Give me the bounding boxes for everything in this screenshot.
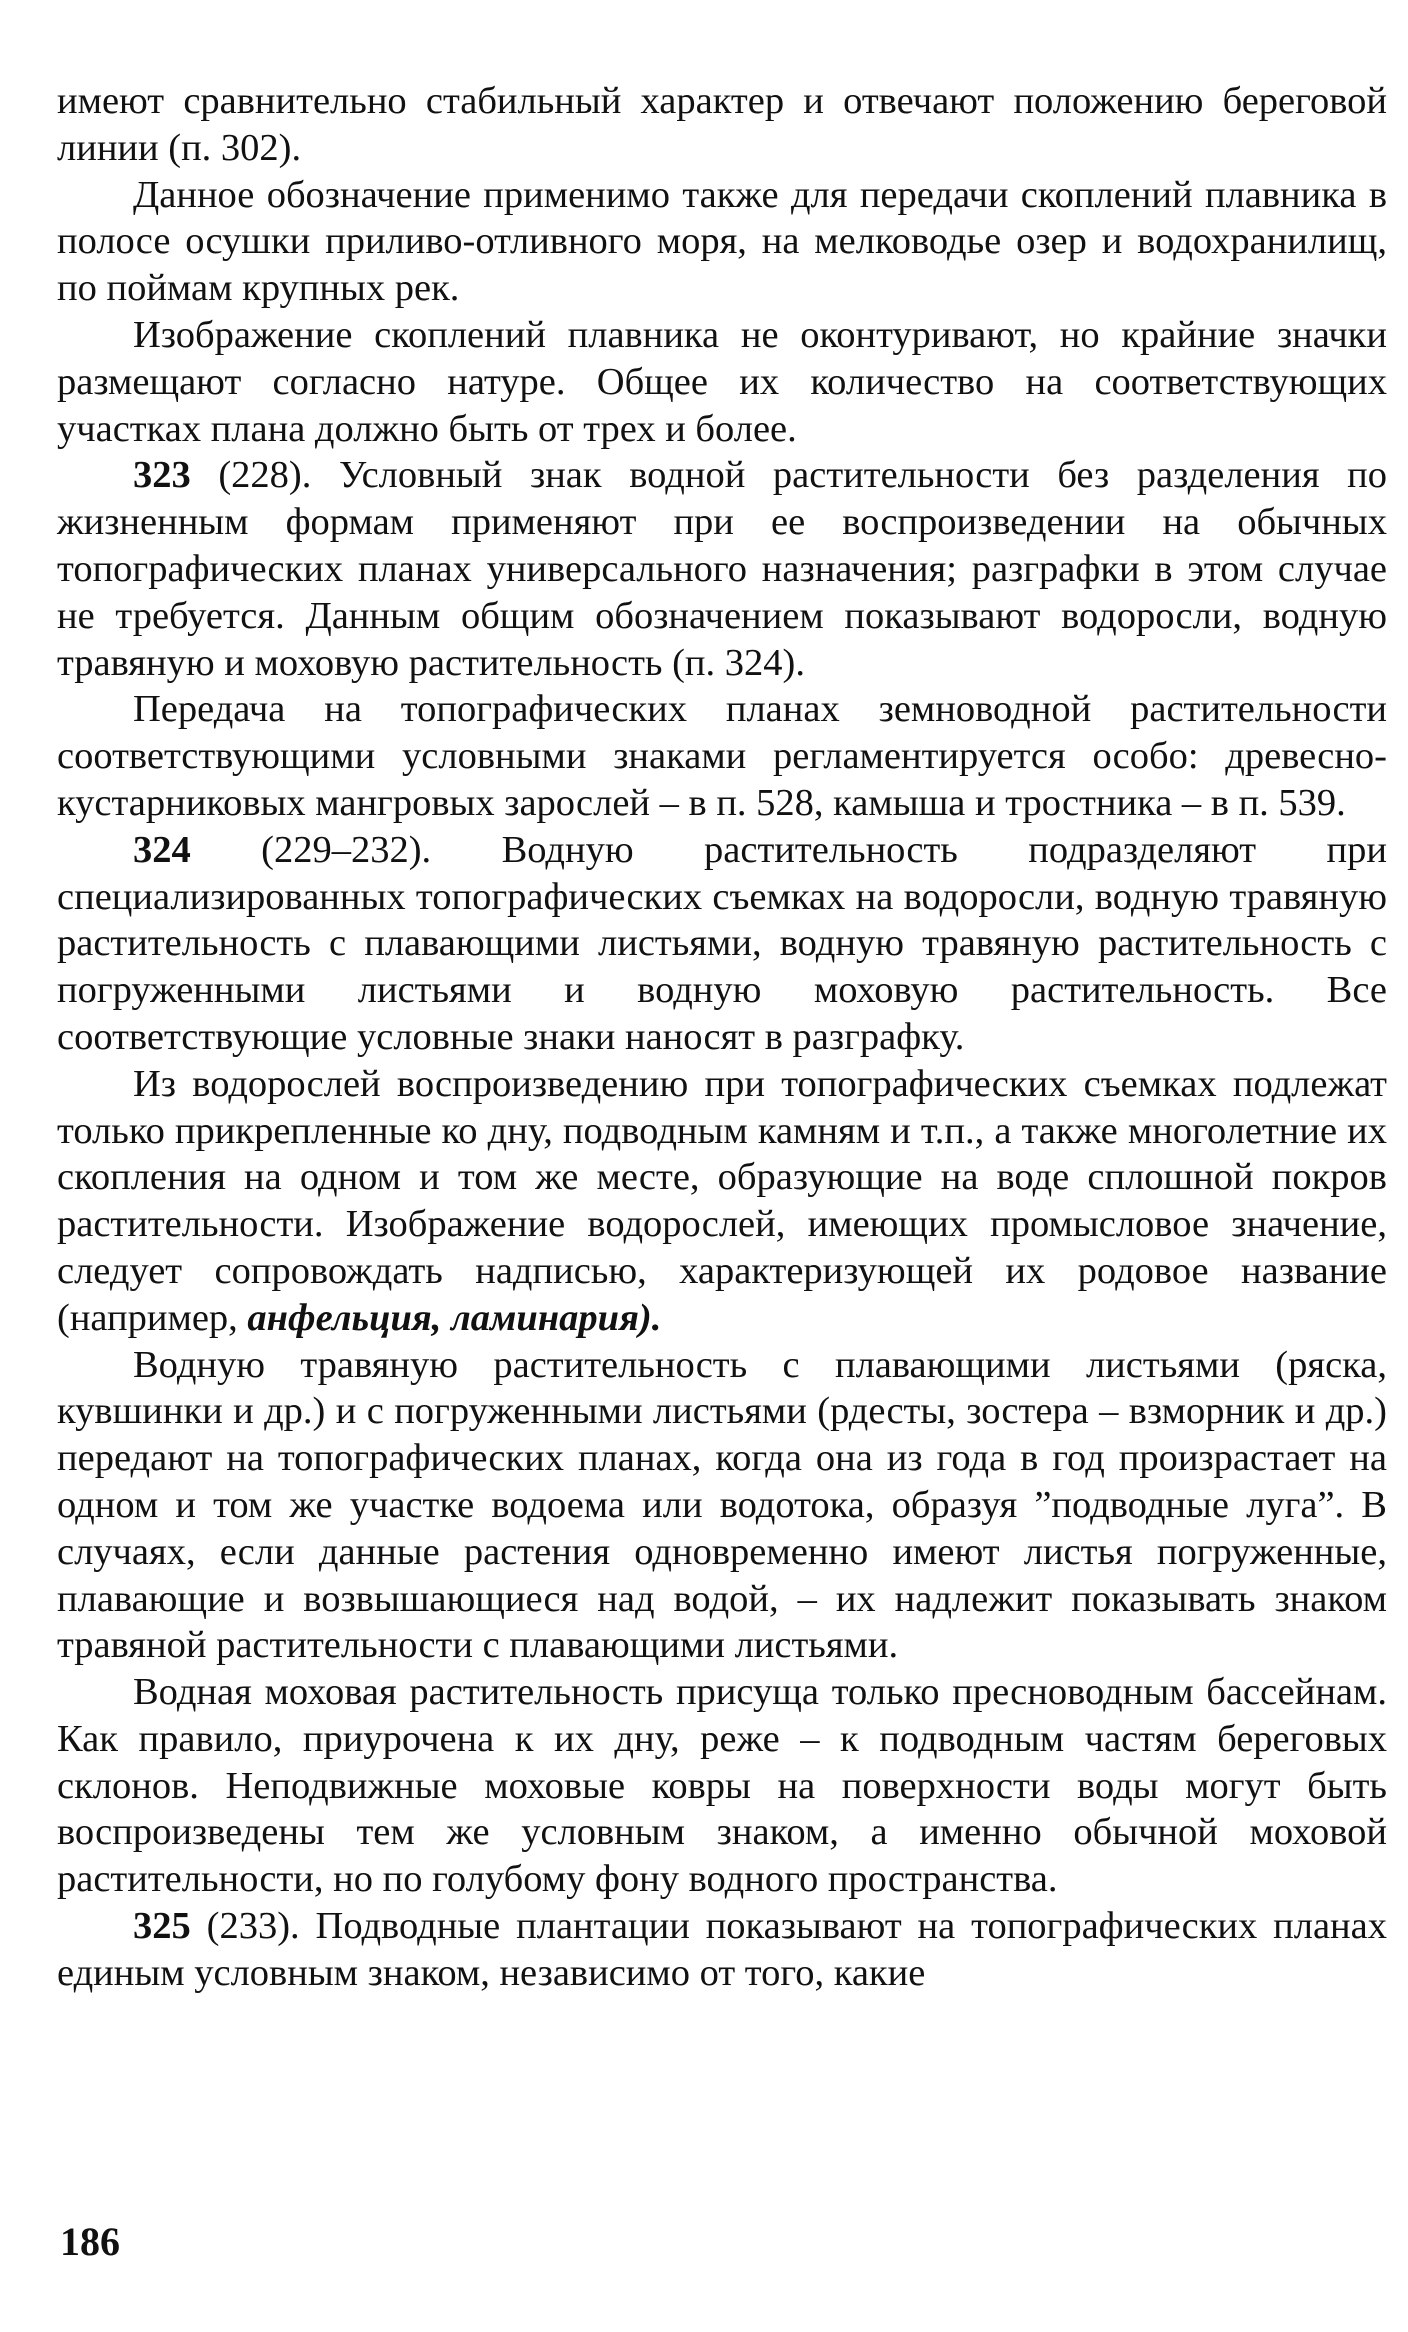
page-body [57, 78, 1387, 1997]
section-number: 325 [133, 1905, 191, 1948]
paragraph-text: Изображение скоплений плавника не оконтуривают, но крайние значки размещают согласно натуре. Общее их количество на соответствующих участках плана должно быть от трех и более. [57, 313, 1387, 450]
paragraph [57, 312, 1387, 452]
section-323 [57, 452, 1387, 686]
paragraph [57, 1061, 1387, 1342]
paragraph-text: (229–232). Водную растительность подразделяют при специализированных топографических съемках на водоросли, водную травяную растительность с плавающими листьями, водную травяную растительность с погруженными листьями и водную моховую растительность. Все соответствующие условные знаки наносят в разграфку. [57, 828, 1387, 1058]
section-number: 324 [133, 828, 191, 871]
section-325 [57, 1903, 1387, 1997]
paragraph-text: (233). Подводные плантации показывают на топографических планах единым условным знаком, независимо от того, какие [57, 1905, 1387, 1994]
paragraph [57, 686, 1387, 826]
italic-example: анфельция, ламинария). [247, 1296, 662, 1339]
page-number: 186 [60, 2219, 120, 2264]
paragraph-text: Передача на топографических планах земноводной растительности соответствующими условными знаками регламентируется особо: древесно-кустарниковых мангровых зарослей – в п. 528, камыша и тростника – в п. 539. [57, 688, 1387, 824]
section-number: 323 [133, 454, 191, 497]
paragraph-text: имеют сравнительно стабильный характер и отвечают положению береговой линии (п. 302). [57, 80, 1387, 169]
paragraph [57, 172, 1387, 312]
paragraph [57, 1342, 1387, 1670]
paragraph-text: Из водорослей воспроизведению при топографических съемках подлежат только прикрепленные ко дну, подводным камням и т.п., а также многолетние их скопления на одном и том же месте, образующие на воде сплошной покров растительности. Изображение водорослей, имеющих промысловое значение, следует сопровождать надписью, характеризующей их родовое название (например, [57, 1062, 1387, 1339]
paragraph-text: (228). Условный знак водной растительности без разделения по жизненным формам применяют при ее воспроизведении на обычных топографических планах универсального назначения; разграфки в этом случае не требуется. Данным общим обозначением показывают водоросли, водную травяную и моховую растительность (п. 324). [57, 454, 1387, 684]
paragraph [57, 1669, 1387, 1903]
paragraph-text: Водная моховая растительность присуща только пресноводным бассейнам. Как правило, приурочена к их дну, реже – к подводным частям береговых склонов. Неподвижные моховые ковры на поверхности воды могут быть воспроизведены тем же условным знаком, а именно обычной моховой растительности, но по голубому фону водного пространства. [57, 1671, 1387, 1901]
section-324 [57, 827, 1387, 1061]
paragraph-continuation [57, 78, 1387, 172]
paragraph-text: Данное обозначение применимо также для передачи скоплений плавника в полосе осушки приливо-отливного моря, на мелководье озер и водохранилищ, по поймам крупных рек. [57, 173, 1387, 310]
paragraph-text: Водную травяную растительность с плавающими листьями (ряска, кувшинки и др.) и с погруженными листьями (рдесты, зостера – взморник и др.) передают на топографических планах, когда она из года в год произрастает на одном и том же участке водоема или водотока, образуя ”подводные луга”. В случаях, если данные растения одновременно имеют листья погруженные, плавающие и возвышающиеся над водой, – их надлежит показывать знаком травяной растительности с плавающими листьями. [57, 1343, 1387, 1667]
